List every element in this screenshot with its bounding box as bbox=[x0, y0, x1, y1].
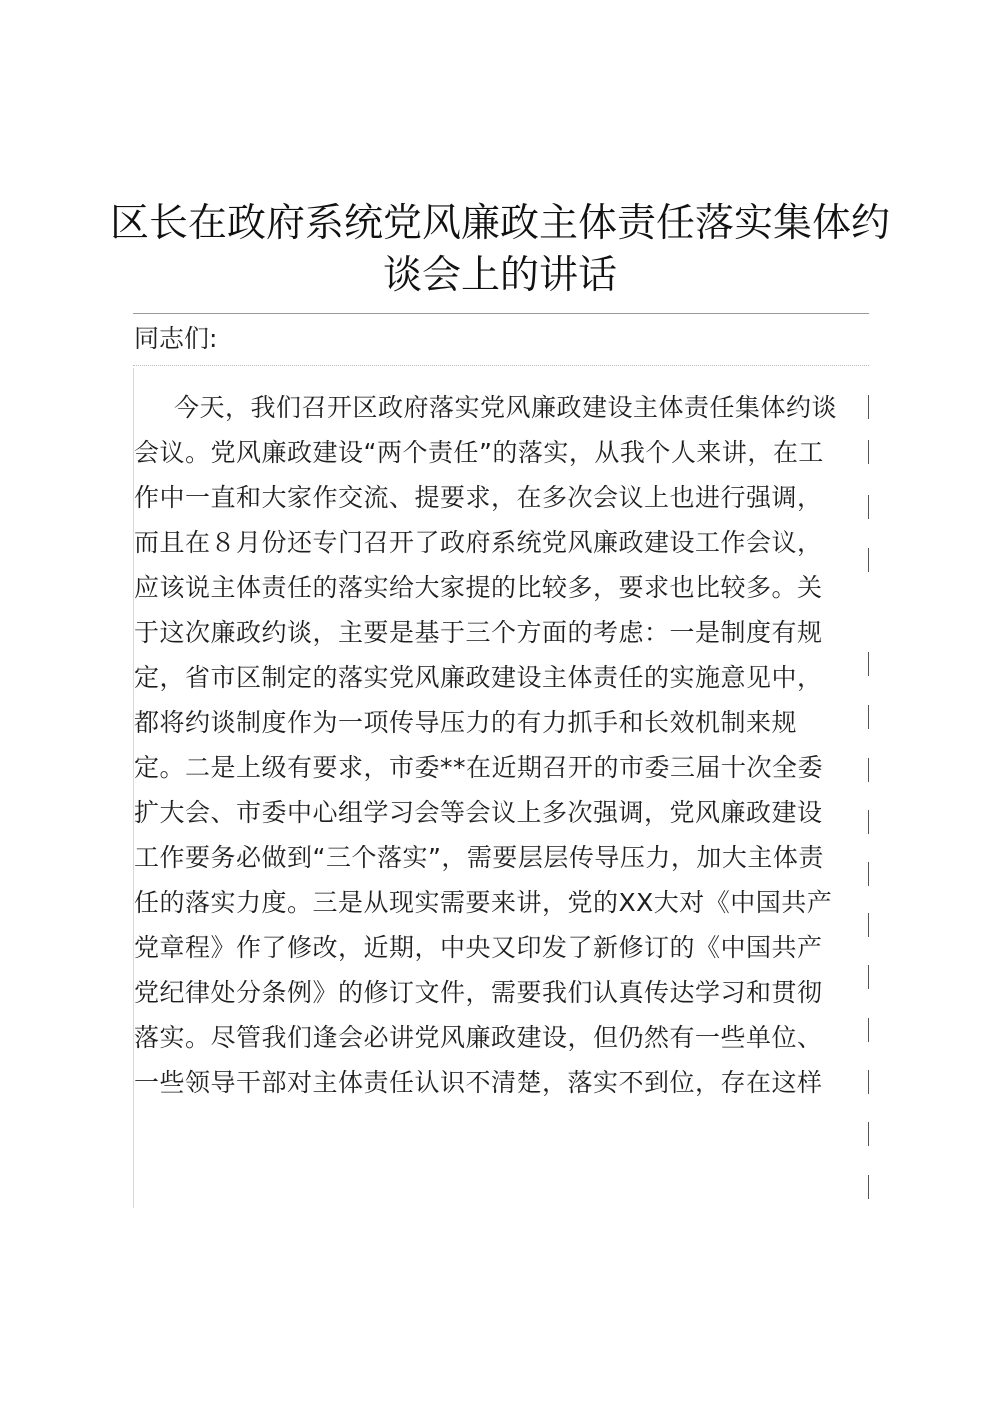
body-line: 党纪律处分条例》的修订文件，需要我们认真传达学习和贯彻 bbox=[134, 978, 823, 1007]
line-end-mark bbox=[868, 1175, 869, 1199]
body-line: 任的落实力度。三是从现实需要来讲，党的XX大对《中国共产 bbox=[134, 888, 833, 917]
body-line: 作中一直和大家作交流、提要求，在多次会议上也进行强调， bbox=[134, 483, 823, 512]
title-line-1: 区长在政府系统党风廉政主体责任落实集体约 bbox=[109, 201, 890, 247]
salutation: 同志们: bbox=[134, 324, 218, 353]
body-line: 扩大会、市委中心组学习会等会议上多次强调，党风廉政建设 bbox=[134, 798, 823, 827]
body-line: 党章程》作了修改，近期，中央又印发了新修订的《中国共产 bbox=[134, 933, 823, 962]
line-end-mark bbox=[868, 548, 869, 572]
line-end-mark bbox=[868, 862, 869, 886]
line-end-mark bbox=[868, 395, 869, 419]
body-line: 会议。党风廉政建设“两个责任”的落实，从我个人来讲，在工 bbox=[134, 438, 824, 467]
body-line: 今天，我们召开区政府落实党风廉政建设主体责任集体约谈 bbox=[174, 393, 838, 422]
title-line-2: 谈会上的讲话 bbox=[382, 253, 617, 299]
line-end-mark bbox=[868, 652, 869, 676]
line-end-mark bbox=[868, 1070, 869, 1094]
dotted-rule-divider bbox=[133, 365, 869, 366]
line-end-mark bbox=[868, 913, 869, 937]
body-line: 一些领导干部对主体责任认识不清楚，落实不到位，存在这样 bbox=[134, 1068, 823, 1097]
line-end-mark bbox=[868, 758, 869, 782]
line-end-mark bbox=[868, 1122, 869, 1146]
line-end-mark bbox=[868, 965, 869, 989]
body-line: 而且在８月份还专门召开了政府系统党风廉政建设工作会议， bbox=[134, 528, 823, 557]
page-title bbox=[100, 198, 900, 302]
body-line: 落实。尽管我们逢会必讲党风廉政建设，但仍然有一些单位、 bbox=[134, 1023, 823, 1052]
line-end-mark bbox=[868, 810, 869, 834]
body-line: 于这次廉政约谈，主要是基于三个方面的考虑：一是制度有规 bbox=[134, 618, 823, 647]
body-line: 定。二是上级有要求，市委**在近期召开的市委三届十次全委 bbox=[134, 753, 824, 782]
line-end-mark bbox=[868, 705, 869, 729]
body-line: 应该说主体责任的落实给大家提的比较多，要求也比较多。关 bbox=[134, 573, 823, 602]
body-line: 工作要务必做到“三个落实”，需要层层传导压力，加大主体责 bbox=[134, 843, 824, 872]
line-end-mark bbox=[868, 440, 869, 464]
body-line: 定，省市区制定的落实党风廉政建设主体责任的实施意见中， bbox=[134, 663, 823, 692]
line-end-mark bbox=[868, 495, 869, 519]
body-line: 都将约谈制度作为一项传导压力的有力抓手和长效机制来规 bbox=[134, 708, 798, 737]
body-paragraph bbox=[134, 385, 868, 1105]
line-end-mark bbox=[868, 1018, 869, 1042]
top-rule-divider bbox=[133, 313, 869, 314]
